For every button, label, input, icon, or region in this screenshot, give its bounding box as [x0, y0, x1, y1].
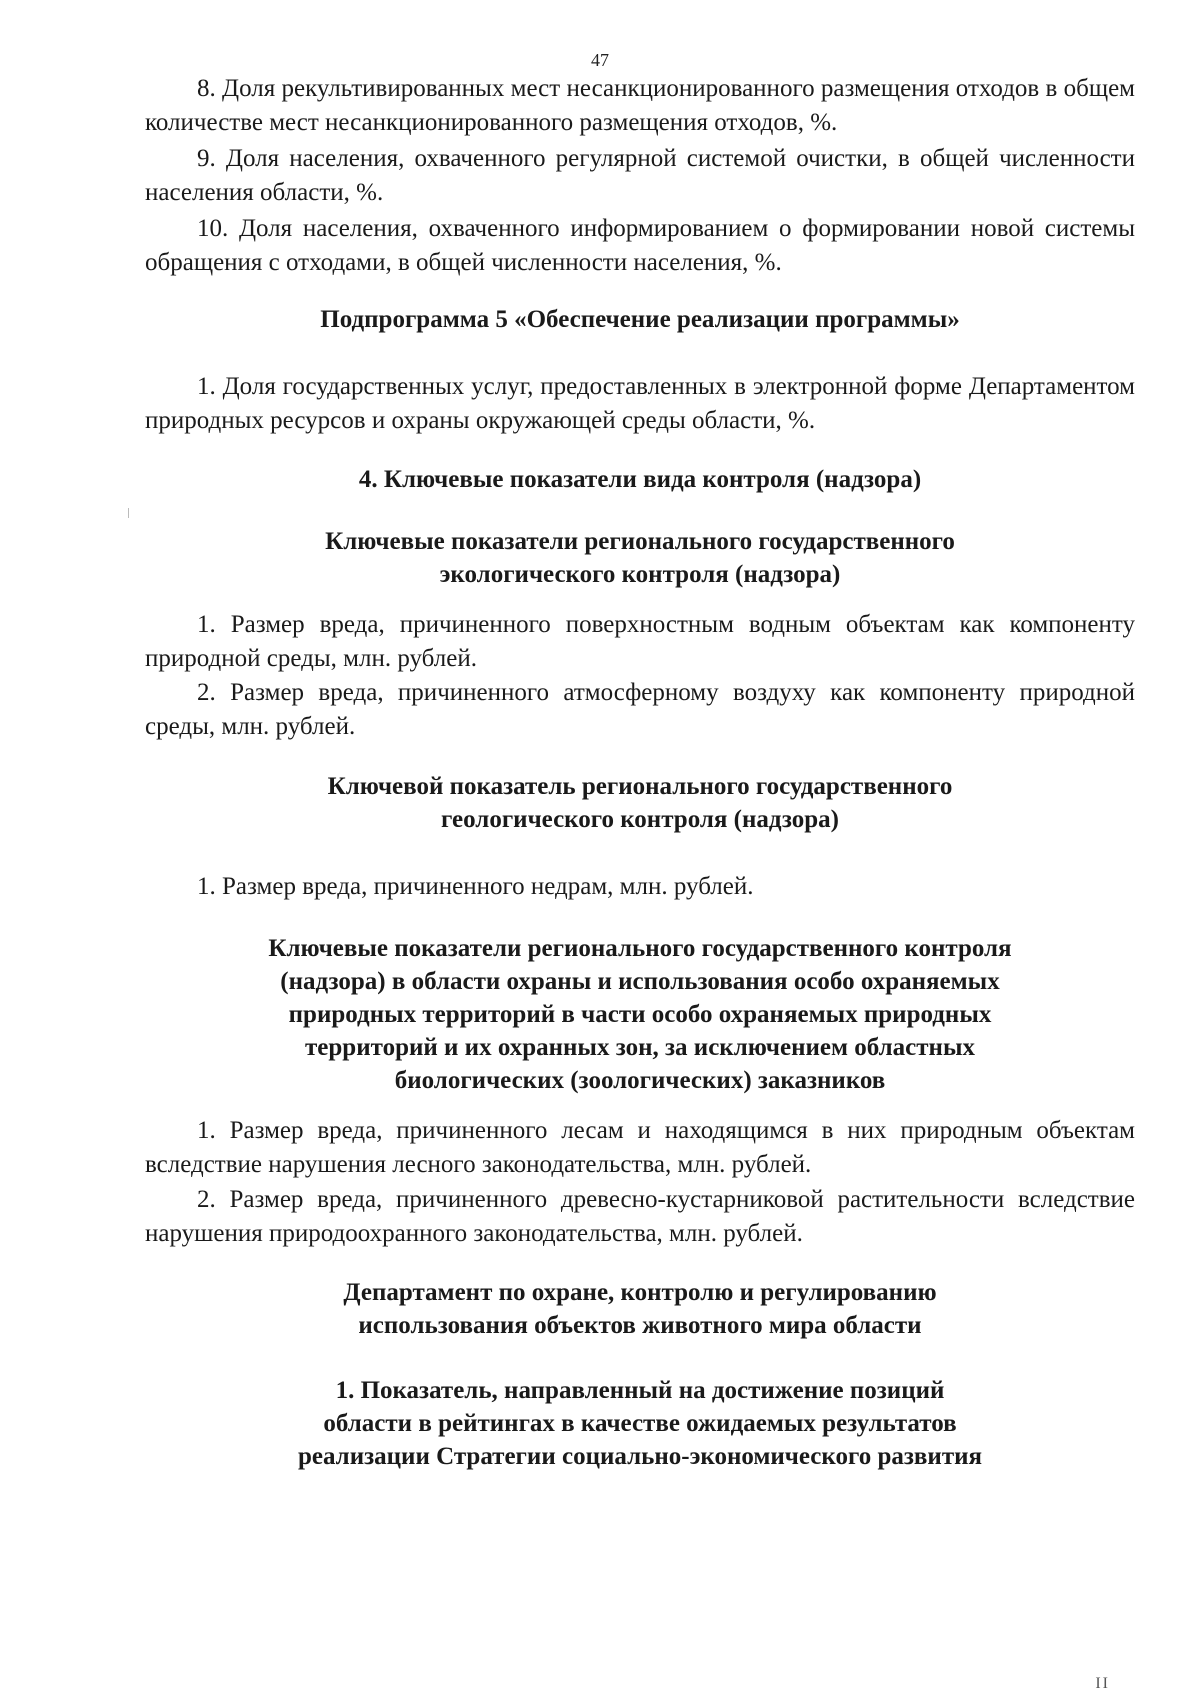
protected-areas-heading	[140, 932, 1140, 1097]
item-8-recultivated-sites: 8. Доля рекультивированных мест несанкционированного размещения отходов в общем количестве мест несанкционированного размещения отходов, %.	[145, 75, 1135, 136]
geological-control-heading	[140, 770, 1140, 836]
heading-line: биологических (зоологических) заказников	[394, 1067, 886, 1094]
subprogram-5-item-1: 1. Доля государственных услуг, предоставленных в электронной форме Департаментом природных ресурсов и охраны окружающей среды области, %.	[145, 373, 1135, 434]
scan-mark	[128, 508, 129, 518]
heading-line: (надзора) в области охраны и использования особо охраняемых	[280, 968, 1000, 995]
heading-line: области в рейтингах в качестве ожидаемых результатов	[323, 1410, 957, 1437]
section-4-heading-text: 4. Ключевые показатели вида контроля (надзора)	[358, 466, 922, 493]
heading-line: природных территорий в части особо охраняемых природных	[288, 1001, 992, 1028]
heading-line: Департамент по охране, контролю и регулированию	[343, 1279, 937, 1306]
strategy-indicator-heading	[140, 1374, 1140, 1473]
section-4-heading	[140, 463, 1140, 496]
heading-line: Ключевые показатели регионального государственного	[325, 528, 955, 555]
item-10-information-coverage: 10. Доля населения, охваченного информированием о формировании новой системы обращения с отходами, в общей численности населения, %.	[145, 215, 1135, 276]
heading-line: геологического контроля (надзора)	[441, 806, 839, 833]
heading-line: 1. Показатель, направленный на достижение позиций	[335, 1377, 945, 1404]
wildlife-department-heading	[140, 1276, 1140, 1342]
page-number: 47	[591, 50, 609, 70]
protected-areas-item-1: 1. Размер вреда, причиненного лесам и находящимся в них природным объектам вследствие нарушения лесного законодательства, млн. рублей.	[145, 1117, 1135, 1178]
protected-areas-item-2: 2. Размер вреда, причиненного древесно-кустарниковой растительности вследствие нарушения природоохранного законодательства, млн. рублей.	[145, 1186, 1135, 1247]
subprogram-5-heading-text: Подпрограмма 5 «Обеспечение реализации программы»	[320, 306, 960, 333]
subprogram-5-heading	[140, 303, 1140, 336]
geological-item-1: 1. Размер вреда, причиненного недрам, млн. рублей.	[197, 873, 754, 900]
item-9-cleaning-coverage: 9. Доля населения, охваченного регулярной системой очистки, в общей численности населения области, %.	[145, 145, 1135, 206]
heading-line: использования объектов животного мира области	[358, 1312, 922, 1339]
ecological-item-1: 1. Размер вреда, причиненного поверхностным водным объектам как компоненту природной среды, млн. рублей.	[145, 611, 1135, 672]
heading-line: Ключевые показатели регионального государственного контроля	[268, 935, 1012, 962]
corner-mark: II	[1095, 1675, 1110, 1692]
heading-line: реализации Стратегии социально-экономического развития	[297, 1443, 983, 1470]
ecological-item-2: 2. Размер вреда, причиненного атмосферному воздуху как компоненту природной среды, млн. рублей.	[145, 679, 1135, 740]
heading-line: территорий и их охранных зон, за исключением областных	[305, 1034, 975, 1061]
heading-line: экологического контроля (надзора)	[439, 561, 841, 588]
heading-line: Ключевой показатель регионального государственного	[327, 773, 953, 800]
ecological-control-heading	[140, 525, 1140, 591]
